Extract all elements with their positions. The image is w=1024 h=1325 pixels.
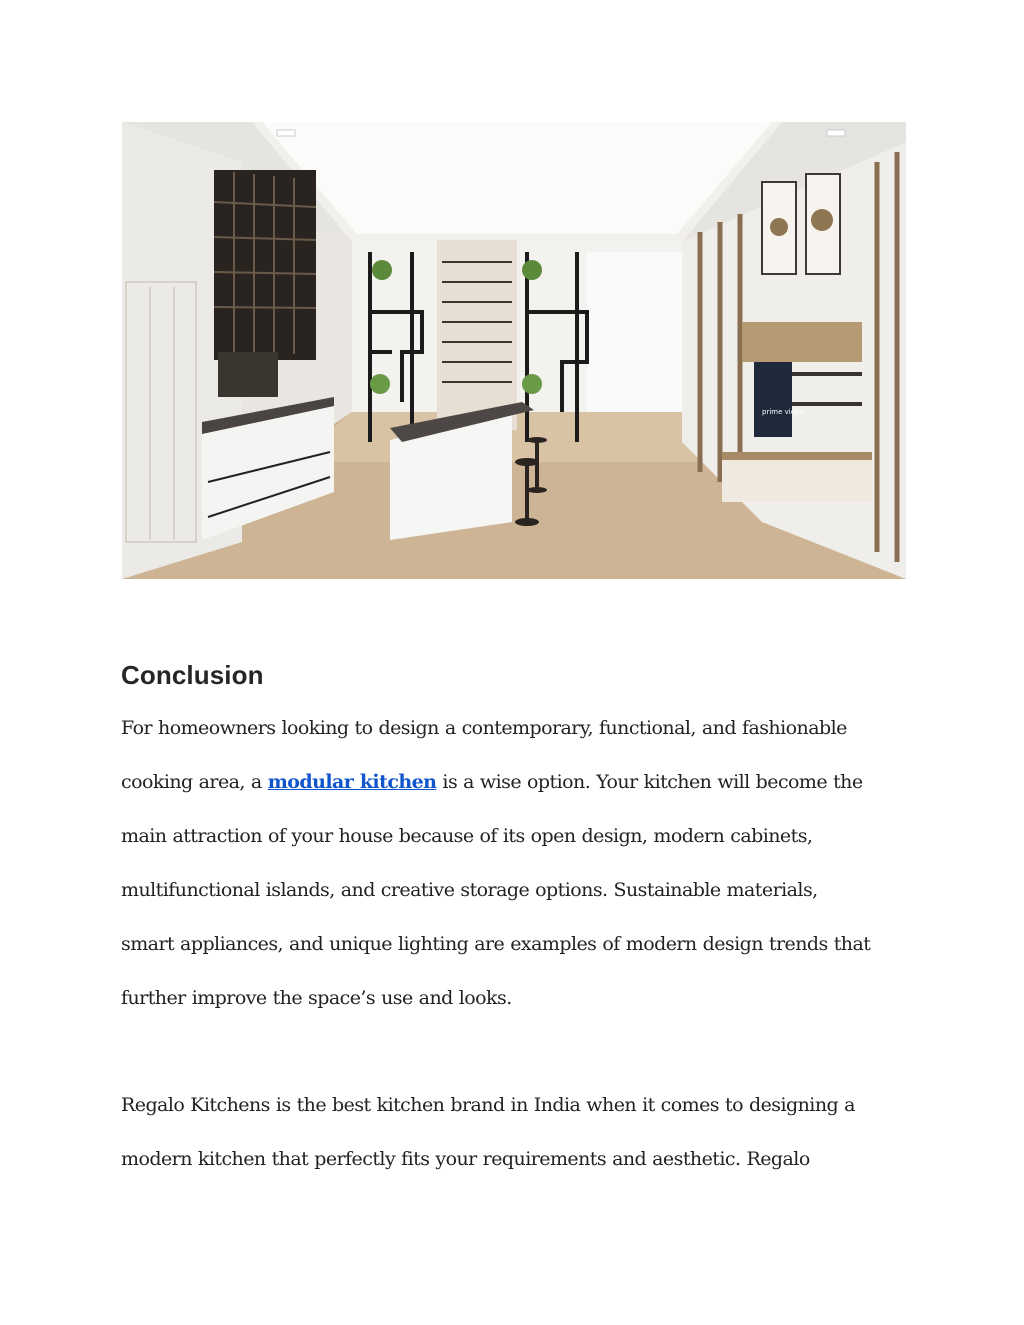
line-text: is a wise option. Your kitchen will become the <box>436 771 863 793</box>
tv-screen-label: prime video <box>762 408 804 416</box>
modular-kitchen-link[interactable]: modular kitchen <box>267 771 437 793</box>
paragraph-line: For homeowners looking to design a contemporary, functional, and fashionable <box>121 717 847 739</box>
paragraph-line <box>121 755 921 809</box>
paragraph-line: Regalo Kitchens is the best kitchen brand in India when it comes to designing a <box>121 1094 855 1116</box>
conclusion-paragraph-2 <box>121 1078 921 1186</box>
kitchen-hero-image <box>122 122 906 579</box>
conclusion-paragraph-1 <box>121 701 921 1025</box>
line-text: cooking area, a <box>121 771 268 793</box>
kitchen-illustration <box>122 122 906 579</box>
paragraph-line: main attraction of your house because of its open design, modern cabinets, <box>121 825 813 847</box>
conclusion-heading: Conclusion <box>121 660 264 690</box>
paragraph-line: further improve the space’s use and looks. <box>121 987 512 1009</box>
paragraph-line: multifunctional islands, and creative storage options. Sustainable materials, <box>121 879 818 901</box>
paragraph-line: smart appliances, and unique lighting are examples of modern design trends that <box>121 933 871 955</box>
paragraph-line: modern kitchen that perfectly fits your requirements and aesthetic. Regalo <box>121 1148 810 1170</box>
